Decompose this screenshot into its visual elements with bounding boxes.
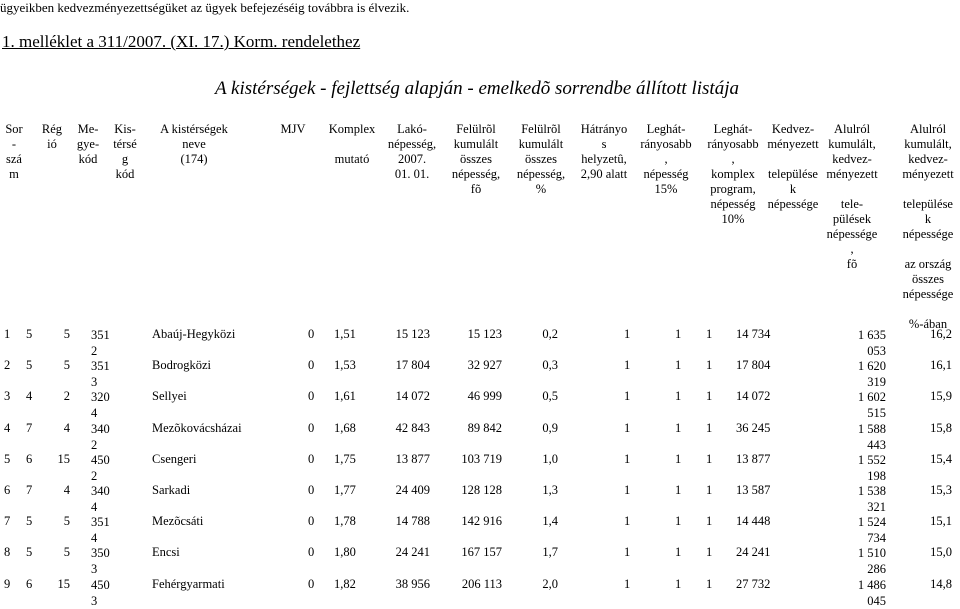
row-leghat15: 1 <box>675 327 682 341</box>
row-leghat10: 1 <box>706 389 713 404</box>
row-mjv: 0 <box>308 514 315 529</box>
header-hatranyos: Hátrányo s helyzetû, 2,90 alatt <box>580 122 628 181</box>
row-kedv-nep: 27 732 <box>736 576 771 591</box>
row-alul-pct: 16,1 <box>930 358 952 373</box>
row-hatranyos: 1 <box>624 483 631 497</box>
row-megye: 4 <box>63 420 70 435</box>
row-kedv-nep: 14 072 <box>736 389 771 404</box>
row-kedv-nep: 13 877 <box>736 451 771 466</box>
row-megye: 5 <box>63 514 70 529</box>
row-megye: 5 <box>63 545 70 560</box>
row-megye: 5 <box>63 358 70 373</box>
row-lakonepesseg: 15 123 <box>395 327 430 341</box>
row-sorszam: 1 <box>4 327 11 341</box>
row-leghat15: 1 <box>675 420 682 435</box>
row-felul-pct: 0,5 <box>542 389 558 404</box>
row-alul-fo: 1 524 734 <box>857 515 886 546</box>
header-felul_pct: Felülrõl kumulált összes népesség, % <box>516 122 566 196</box>
row-felul-pct: 2,0 <box>542 576 558 591</box>
row-sorszam: 9 <box>4 576 11 591</box>
row-sorszam: 3 <box>4 389 11 404</box>
row-lakonepesseg: 24 409 <box>395 483 430 497</box>
row-leghat10: 1 <box>706 545 713 560</box>
row-name: Mezõkovácsházai <box>152 420 242 435</box>
row-alul-fo: 1 510 286 <box>857 546 886 577</box>
header-megye: Me- gye- kód <box>76 122 100 166</box>
row-kisterseg-kod: 351 2 <box>91 328 110 358</box>
row-leghat10: 1 <box>706 576 713 591</box>
top-text-line: ügyeikben kedvezményezettségüket az ügyek befejezéséig továbbra is élvezik. <box>0 0 410 15</box>
row-mjv: 0 <box>308 389 315 404</box>
row-sorszam: 2 <box>4 358 11 373</box>
row-alul-pct: 14,8 <box>930 576 952 591</box>
row-alul-pct: 15,3 <box>930 483 952 497</box>
row-regio: 5 <box>26 545 33 560</box>
row-regio: 6 <box>26 576 33 591</box>
row-lakonepesseg: 14 072 <box>395 389 430 404</box>
row-hatranyos: 1 <box>624 514 631 529</box>
row-felul-fo: 46 999 <box>467 389 502 404</box>
row-regio: 7 <box>26 420 33 435</box>
row-alul-fo: 1 486 045 <box>857 577 886 608</box>
row-komplex: 1,80 <box>334 545 356 560</box>
row-lakonepesseg: 38 956 <box>395 576 430 591</box>
row-felul-fo: 89 842 <box>467 420 502 435</box>
header-leghat15: Leghát- rányosabb , népesség 15% <box>640 122 692 196</box>
row-leghat10: 1 <box>706 358 713 373</box>
row-komplex: 1,77 <box>334 483 356 497</box>
row-alul-pct: 15,0 <box>930 545 952 560</box>
header-mjv: MJV <box>280 122 306 136</box>
row-felul-pct: 1,7 <box>542 545 558 560</box>
row-kisterseg-kod: 340 4 <box>91 484 110 514</box>
row-leghat15: 1 <box>675 389 682 404</box>
row-felul-fo: 206 113 <box>461 576 502 591</box>
header-sorszam: Sor - szá m <box>5 122 23 181</box>
row-felul-pct: 0,3 <box>542 358 558 373</box>
row-leghat15: 1 <box>675 576 682 591</box>
row-sorszam: 8 <box>4 545 11 560</box>
row-regio: 5 <box>26 514 33 529</box>
row-mjv: 0 <box>308 483 315 497</box>
row-felul-pct: 1,0 <box>542 451 558 466</box>
header-neve: A kistérségek neve (174) <box>160 122 228 166</box>
row-komplex: 1,68 <box>334 420 356 435</box>
row-kedv-nep: 14 448 <box>736 514 771 529</box>
annex-link[interactable]: 1. melléklet a 311/2007. (XI. 17.) Korm. rendelethez <box>2 32 361 51</box>
header-felul_fo: Felülrõl kumulált összes népesség, fõ <box>451 122 501 196</box>
row-sorszam: 7 <box>4 514 11 529</box>
row-hatranyos: 1 <box>624 451 631 466</box>
row-leghat15: 1 <box>675 545 682 560</box>
row-regio: 5 <box>26 327 33 341</box>
row-kisterseg-kod: 350 3 <box>91 546 110 577</box>
row-name: Sarkadi <box>152 483 191 497</box>
row-leghat10: 1 <box>706 514 713 529</box>
row-megye: 15 <box>57 451 70 466</box>
row-kedv-nep: 24 241 <box>736 545 771 560</box>
header-alul_pct: Alulról kumulált, kedvez- ményezett települése k népessége az ország összes népessége %-ában <box>902 122 954 331</box>
row-regio: 5 <box>26 358 33 373</box>
document-title: A kistérségek - fejlettség alapján - emelkedõ sorrendbe állított listája <box>215 78 739 99</box>
row-name: Bodrogközi <box>152 358 212 373</box>
row-alul-fo: 1 588 443 <box>857 421 886 452</box>
row-alul-pct: 16,2 <box>930 327 952 341</box>
row-kedv-nep: 13 587 <box>736 483 771 497</box>
row-name: Abaúj-Hegyközi <box>152 327 236 341</box>
row-komplex: 1,75 <box>334 451 356 466</box>
row-kedv-nep: 36 245 <box>736 420 771 435</box>
row-felul-fo: 103 719 <box>461 451 502 466</box>
row-komplex: 1,78 <box>334 514 356 529</box>
row-felul-pct: 0,2 <box>542 327 558 341</box>
row-felul-pct: 1,3 <box>542 483 558 497</box>
row-regio: 6 <box>26 451 33 466</box>
row-leghat10: 1 <box>706 420 713 435</box>
row-hatranyos: 1 <box>624 358 631 373</box>
row-lakonepesseg: 24 241 <box>395 545 430 560</box>
row-komplex: 1,51 <box>334 327 356 341</box>
header-regio: Rég ió <box>41 122 63 151</box>
row-lakonepesseg: 14 788 <box>395 514 430 529</box>
row-kisterseg-kod: 450 3 <box>91 577 110 608</box>
row-hatranyos: 1 <box>624 327 631 341</box>
row-felul-fo: 15 123 <box>467 327 502 341</box>
row-kisterseg-kod: 450 2 <box>91 452 110 483</box>
row-lakonepesseg: 13 877 <box>395 451 430 466</box>
header-alul_fo: Alulról kumulált, kedvez- ményezett tele- pülések népessége , fõ <box>826 122 878 271</box>
row-alul-fo: 1 620 319 <box>857 359 886 390</box>
row-megye: 5 <box>63 327 70 341</box>
row-leghat10: 1 <box>706 451 713 466</box>
row-hatranyos: 1 <box>624 545 631 560</box>
row-sorszam: 4 <box>4 420 11 435</box>
row-alul-fo: 1 602 515 <box>857 390 886 421</box>
row-kisterseg-kod: 351 3 <box>91 359 110 390</box>
row-mjv: 0 <box>308 420 315 435</box>
row-hatranyos: 1 <box>624 389 631 404</box>
row-sorszam: 5 <box>4 451 11 466</box>
row-komplex: 1,53 <box>334 358 356 373</box>
row-alul-pct: 15,9 <box>930 389 952 404</box>
row-kisterseg-kod: 340 2 <box>91 421 110 452</box>
row-regio: 4 <box>26 389 33 404</box>
row-kedv-nep: 14 734 <box>736 327 771 341</box>
row-felul-pct: 0,9 <box>542 420 558 435</box>
row-lakonepesseg: 17 804 <box>395 358 430 373</box>
row-name: Sellyei <box>152 389 187 404</box>
row-mjv: 0 <box>308 451 315 466</box>
row-alul-fo: 1 538 321 <box>857 484 886 514</box>
row-name: Csengeri <box>152 451 197 466</box>
header-leghat10: Leghát- rányosabb , komplex program, népesség 10% <box>707 122 759 226</box>
header-komplex: Komplex mutató <box>328 122 376 166</box>
row-alul-pct: 15,8 <box>930 420 952 435</box>
header-lako: Lakó- népesség, 2007. 01. 01. <box>387 122 437 181</box>
row-leghat10: 1 <box>706 483 713 497</box>
row-alul-pct: 15,4 <box>930 451 952 466</box>
row-hatranyos: 1 <box>624 420 631 435</box>
row-kedv-nep: 17 804 <box>736 358 771 373</box>
row-name: Encsi <box>152 545 180 560</box>
row-leghat15: 1 <box>675 483 682 497</box>
row-felul-pct: 1,4 <box>542 514 558 529</box>
row-name: Mezõcsáti <box>152 514 204 529</box>
row-megye: 2 <box>63 389 70 404</box>
row-sorszam: 6 <box>4 483 11 497</box>
row-mjv: 0 <box>308 327 315 341</box>
row-leghat15: 1 <box>675 451 682 466</box>
row-kisterseg-kod: 351 4 <box>91 515 110 546</box>
row-alul-fo: 1 552 198 <box>857 452 886 483</box>
row-komplex: 1,82 <box>334 576 356 591</box>
row-regio: 7 <box>26 483 33 497</box>
header-kedv_nep: Kedvez- ményezett települése k népessége <box>767 122 819 211</box>
row-kisterseg-kod: 320 4 <box>91 390 110 421</box>
header-kisterseg_kod: Kis- térsé g kód <box>113 122 137 181</box>
row-felul-fo: 167 157 <box>461 545 502 560</box>
row-hatranyos: 1 <box>624 576 631 591</box>
row-megye: 4 <box>63 483 70 497</box>
row-alul-fo: 1 635 053 <box>857 328 886 358</box>
row-felul-fo: 32 927 <box>467 358 502 373</box>
row-leghat15: 1 <box>675 514 682 529</box>
row-lakonepesseg: 42 843 <box>395 420 430 435</box>
row-komplex: 1,61 <box>334 389 356 404</box>
row-leghat15: 1 <box>675 358 682 373</box>
row-mjv: 0 <box>308 576 315 591</box>
row-alul-pct: 15,1 <box>930 514 952 529</box>
row-mjv: 0 <box>308 545 315 560</box>
row-leghat10: 1 <box>706 327 713 341</box>
row-felul-fo: 128 128 <box>461 483 502 497</box>
row-felul-fo: 142 916 <box>461 514 502 529</box>
row-name: Fehérgyarmati <box>152 576 225 591</box>
row-mjv: 0 <box>308 358 315 373</box>
row-megye: 15 <box>57 576 70 591</box>
